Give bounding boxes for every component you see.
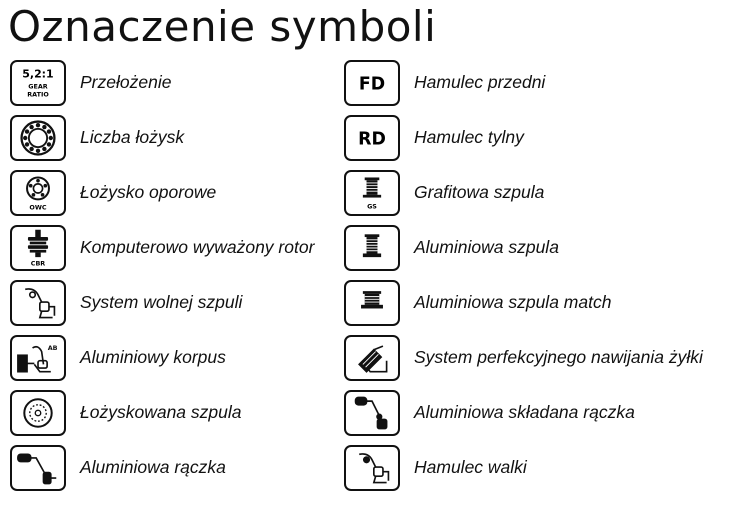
symbol-label: Hamulec tylny: [414, 127, 524, 147]
gear-ratio-caption-1: GEAR: [28, 82, 48, 91]
fighting-drag-reel-icon: [344, 445, 400, 491]
symbol-label: Komputerowo wyważony rotor: [80, 237, 315, 257]
symbol-label: Aluminiowa rączka: [80, 457, 226, 477]
fd-caption: FD: [358, 74, 386, 95]
symbol-label: Hamulec walki: [414, 457, 527, 477]
cbr-caption: CBR: [30, 259, 46, 268]
symbol-label: Przełożenie: [80, 72, 172, 92]
rd-caption: RD: [358, 129, 386, 150]
gear-ratio-caption-2: RATIO: [27, 90, 49, 99]
front-drag-icon: [344, 60, 400, 106]
owc-caption: OWC: [29, 203, 47, 212]
aluminium-spool-icon: [344, 225, 400, 271]
aluminium-handle-icon: [10, 445, 66, 491]
symbol-label: System wolnej szpuli: [80, 292, 243, 312]
symbol-label: Łożyskowana szpula: [80, 402, 242, 422]
symbol-label: Aluminiowa szpula: [414, 237, 559, 257]
gear-ratio-value: 5,2:1: [22, 67, 54, 81]
symbol-label: Aluminiowa szpula match: [414, 292, 612, 312]
thrust-bearing-icon: [10, 170, 66, 216]
bearing-spool-icon: [10, 390, 66, 436]
line-winding-icon: [344, 335, 400, 381]
symbol-label: Grafitowa szpula: [414, 182, 545, 202]
aluminium-match-spool-icon: [344, 280, 400, 326]
aluminium-body-reel-icon: [10, 335, 66, 381]
gear-ratio-icon: [10, 60, 66, 106]
symbol-label: Aluminiowy korpus: [80, 347, 226, 367]
ab-caption: AB: [47, 343, 58, 352]
graphite-spool-icon: [344, 170, 400, 216]
symbol-label: Hamulec przedni: [414, 72, 546, 92]
rear-drag-icon: [344, 115, 400, 161]
symbol-label: Liczba łożysk: [80, 127, 185, 147]
symbol-label: System perfekcyjnego nawijania żyłki: [414, 347, 703, 367]
gs-caption: GS: [367, 202, 377, 211]
symbol-label: Aluminiowa składana rączka: [414, 402, 635, 422]
folding-handle-icon: [344, 390, 400, 436]
symbol-label: Łożysko oporowe: [80, 182, 217, 202]
free-spool-reel-icon: [10, 280, 66, 326]
bearings-count-icon: [10, 115, 66, 161]
page-title: Oznaczenie symboli: [8, 2, 437, 51]
balanced-rotor-icon: [10, 225, 66, 271]
